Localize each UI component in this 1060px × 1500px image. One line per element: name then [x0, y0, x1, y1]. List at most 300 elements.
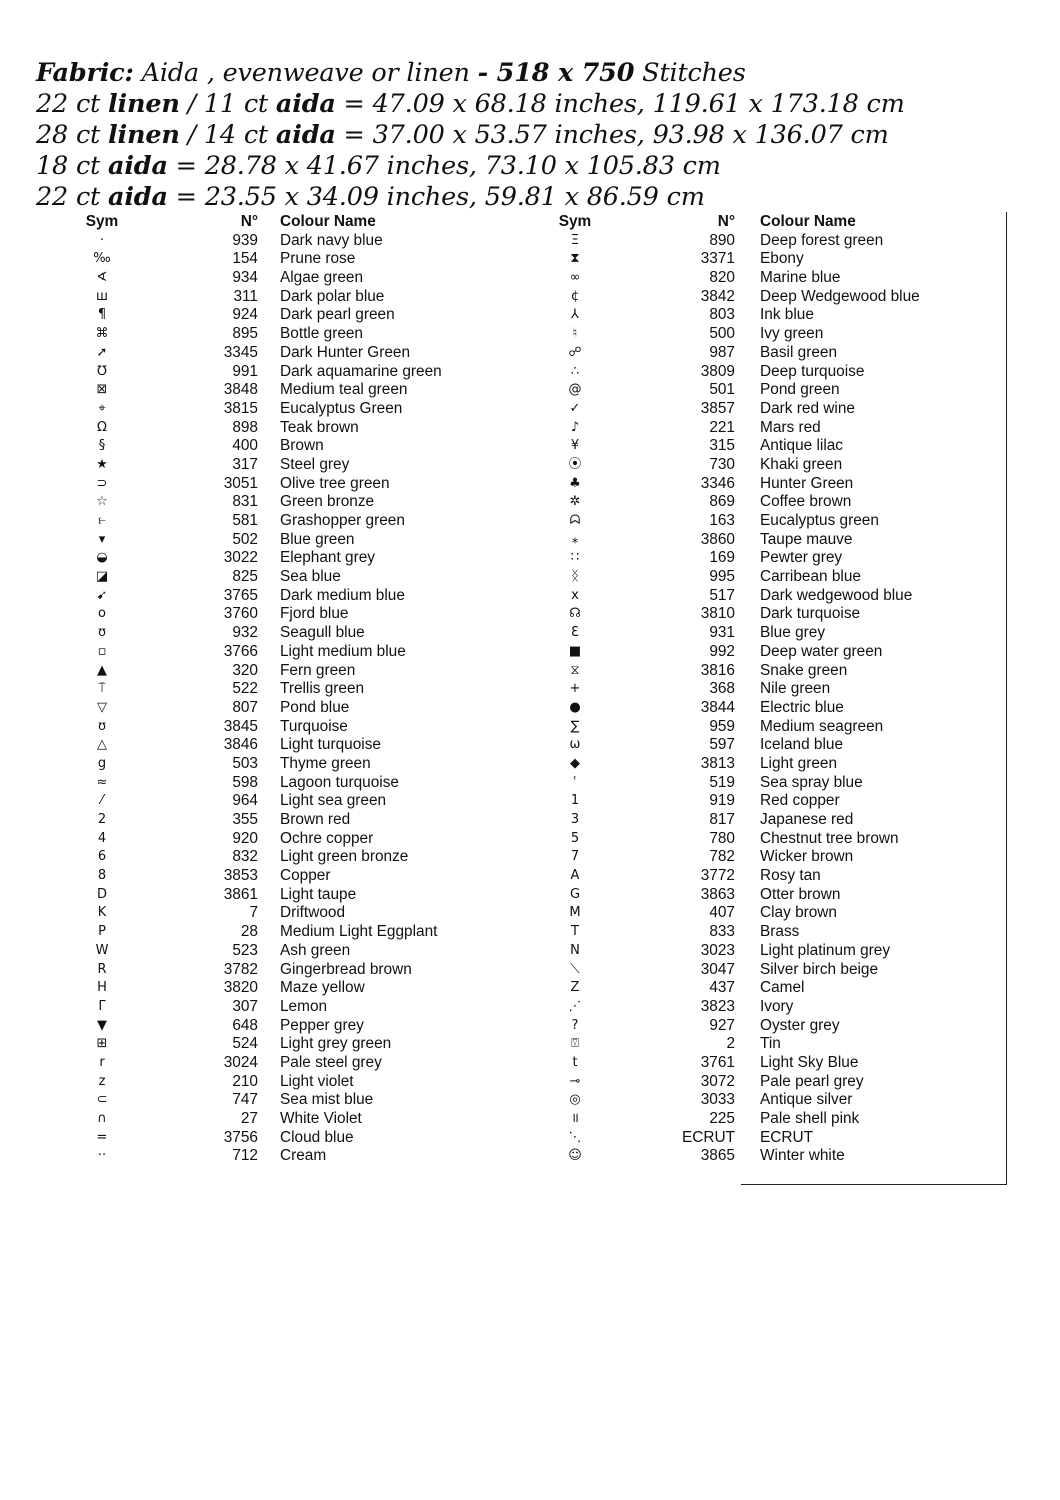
table-row [0, 1091, 1000, 1110]
thread-number: 522 [232, 680, 258, 698]
thread-number: 890 [709, 231, 735, 249]
colour-name: Chestnut tree brown [760, 829, 899, 847]
thread-number: 3810 [700, 605, 735, 623]
colour-name: Seagull blue [280, 624, 365, 642]
table-row [0, 419, 1000, 438]
symbol-glyph: + [569, 681, 581, 697]
symbol-glyph: ·· [97, 1148, 107, 1164]
header-line-2 [36, 89, 1046, 120]
colour-name: Light turquoise [280, 736, 381, 754]
table-row [0, 531, 1000, 550]
thread-number: 163 [709, 512, 735, 529]
thread-number: 3823 [700, 997, 735, 1015]
thread-number: 7 [249, 904, 258, 922]
symbol-glyph: ʿ [573, 774, 577, 790]
thread-number: 169 [709, 549, 735, 567]
thread-number: 987 [709, 343, 735, 361]
count-text: 28 ct [36, 120, 108, 150]
colour-name: Coffee brown [760, 493, 852, 511]
thread-number: 831 [232, 493, 258, 511]
colour-name: Japanese red [760, 811, 854, 828]
thread-number: 898 [232, 418, 258, 436]
column-number: N° [717, 213, 735, 230]
thread-number: 400 [232, 437, 258, 455]
symbol-glyph: ♣ [569, 475, 581, 491]
thread-number: 407 [709, 904, 735, 922]
colour-name: Eucalyptus Green [280, 399, 403, 417]
thread-number: 523 [232, 941, 258, 959]
colour-name: Clay brown [760, 904, 837, 922]
colour-name: White Violet [280, 1110, 362, 1127]
symbol-glyph: 8 [97, 868, 107, 884]
colour-name: Red copper [760, 792, 840, 810]
colour-name: Tin [760, 1035, 781, 1053]
table-row [0, 1073, 1000, 1092]
symbol-glyph: ॥ [571, 1111, 579, 1126]
table-row [0, 961, 1000, 980]
table-row [0, 1110, 1000, 1129]
thread-number: 3371 [700, 250, 735, 268]
symbol-glyph: ▽ [97, 699, 107, 715]
count-text: / 14 ct [179, 120, 276, 150]
colour-name: Turquoise [280, 717, 348, 735]
table-row [0, 830, 1000, 849]
symbol-glyph: ⌘ [95, 326, 109, 342]
thread-number: 3346 [700, 474, 735, 492]
colour-name: Pond blue [280, 698, 350, 716]
symbol-glyph: ☺ [568, 1148, 582, 1164]
right-legend-table [0, 213, 1000, 1166]
count-text: / 11 ct [179, 89, 276, 119]
table-row [0, 269, 1000, 288]
size-text: = 47.09 x 68.18 inches, 119.61 x 173.18 cm [335, 89, 905, 119]
table-row [0, 344, 1000, 363]
colour-name: Nile green [760, 680, 831, 698]
colour-name: Pewter grey [760, 549, 843, 567]
colour-name: Hunter Green [760, 474, 854, 492]
colour-name: Prune rose [280, 250, 356, 268]
table-row [0, 998, 1000, 1017]
colour-name: Pale steel grey [280, 1053, 382, 1071]
symbol-glyph: N [570, 942, 580, 958]
table-row [0, 493, 1000, 512]
symbol-glyph: ¥ [570, 438, 580, 454]
colour-name: Copper [280, 867, 331, 885]
thread-number: 3853 [223, 867, 258, 885]
symbol-glyph: o [98, 606, 106, 622]
colour-name: Brown [280, 437, 324, 455]
symbol-glyph: ¶ [97, 307, 107, 323]
fabric-label: Fabric: [36, 58, 134, 88]
symbol-glyph: ⌖ [98, 400, 106, 416]
symbol-glyph: ● [569, 699, 581, 715]
thread-number: 3809 [700, 362, 735, 380]
colour-name: Medium Light Eggplant [280, 923, 438, 941]
colour-name: Ivory [760, 997, 794, 1015]
header-line-1 [36, 58, 1046, 89]
colour-name: Fern green [280, 661, 356, 679]
symbol-glyph: x [571, 587, 579, 603]
symbol-glyph: ∩ [97, 1111, 107, 1126]
symbol-glyph: 2 [97, 812, 107, 827]
colour-name: Rosy tan [760, 867, 821, 885]
symbol-glyph: ∞ [569, 270, 581, 286]
colour-name: Otter brown [760, 885, 841, 903]
thread-number: 3345 [223, 343, 258, 361]
thread-number: 598 [232, 773, 258, 791]
colour-name: Light sea green [280, 792, 387, 810]
thread-number: 3766 [223, 642, 258, 660]
symbol-glyph: ᛝ [571, 569, 579, 585]
colour-name: Antique silver [760, 1091, 853, 1109]
symbol-glyph: 7 [570, 849, 580, 865]
thread-number: 931 [709, 624, 735, 642]
symbol-glyph: ⥼ [98, 513, 106, 528]
table-row [0, 755, 1000, 774]
colour-name: Light taupe [280, 885, 357, 903]
colour-name: Dark medium blue [280, 586, 405, 604]
colour-name: Medium seagreen [760, 717, 884, 735]
symbol-glyph: M [569, 905, 581, 921]
symbol-glyph: Z [570, 980, 580, 996]
table-row [0, 363, 1000, 382]
thread-number: 820 [709, 269, 735, 287]
colour-name: Blue green [280, 530, 355, 548]
table-row [0, 886, 1000, 905]
symbol-glyph: ʊ [97, 718, 107, 734]
colour-name: Pale shell pink [760, 1110, 860, 1127]
thread-number: 3865 [700, 1147, 735, 1165]
thread-number: 648 [232, 1016, 258, 1034]
table-row [0, 624, 1000, 643]
symbol-glyph: r [99, 1054, 105, 1070]
symbol-glyph: T [571, 924, 579, 940]
thread-number: 501 [709, 381, 735, 399]
thread-number: 807 [232, 698, 258, 716]
fabric-word: linen [108, 89, 180, 119]
thread-number: 3782 [223, 960, 258, 978]
fabric-word: aida [108, 182, 168, 212]
colour-name: Sea mist blue [280, 1091, 374, 1109]
thread-number: 3857 [700, 399, 735, 417]
stitches-label: Stitches [634, 58, 746, 88]
colour-name: Dark Hunter Green [280, 343, 411, 361]
colour-name: Thyme green [280, 754, 371, 772]
table-row [0, 662, 1000, 681]
colour-name: Camel [760, 979, 805, 997]
symbol-glyph: ▼ [97, 1017, 107, 1033]
count-text: 22 ct [36, 182, 108, 212]
colour-name: Electric blue [760, 698, 844, 716]
symbol-glyph: ω [569, 737, 581, 753]
colour-name: Medium teal green [280, 381, 408, 399]
header-line-5 [36, 182, 1046, 213]
symbol-glyph: Γ [98, 998, 106, 1014]
colour-name: Elephant grey [280, 549, 375, 567]
symbol-glyph: ✲ [569, 494, 581, 510]
table-row [0, 848, 1000, 867]
table-row [0, 1035, 1000, 1054]
symbol-glyph: ∴ [570, 363, 580, 379]
colour-name: Eucalyptus green [760, 512, 879, 529]
thread-number: 3845 [223, 717, 258, 735]
thread-number: 3846 [223, 736, 258, 754]
colour-name: Lagoon turquoise [280, 773, 399, 791]
colour-name: Taupe mauve [760, 530, 853, 548]
thread-number: 221 [709, 418, 735, 436]
thread-number: 3842 [700, 287, 735, 305]
table-row [0, 774, 1000, 793]
symbol-glyph: 1 [570, 793, 580, 809]
colour-name: Mars red [760, 418, 821, 436]
symbol-glyph: ⦿ [568, 456, 582, 472]
symbol-glyph: ⋰ [568, 998, 582, 1014]
symbol-glyph: ■ [568, 643, 582, 659]
table-row [0, 605, 1000, 624]
colour-name: Dark navy blue [280, 231, 383, 249]
thread-number: 3023 [700, 941, 735, 959]
thread-number: 27 [240, 1110, 258, 1127]
symbol-glyph: ⧗ [570, 251, 580, 267]
thread-number: 154 [232, 250, 258, 268]
colour-name: Blue grey [760, 624, 826, 642]
colour-name: Bottle green [280, 325, 363, 343]
table-row [0, 475, 1000, 494]
thread-number: 3844 [700, 698, 735, 716]
colour-name: Trellis green [280, 680, 365, 698]
size-text: = 23.55 x 34.09 inches, 59.81 x 86.59 cm [167, 182, 705, 212]
symbol-glyph: ★ [96, 456, 108, 472]
colour-name: Light green bronze [280, 848, 409, 866]
symbol-glyph: Ɛ [571, 625, 579, 641]
table-bottom-border [741, 1184, 1007, 1185]
table-row [0, 512, 1000, 531]
table-right-border [1006, 212, 1007, 1185]
colour-name: Fjord blue [280, 605, 349, 623]
colour-name: Driftwood [280, 904, 346, 922]
colour-name: Khaki green [760, 455, 843, 473]
colour-name: Cream [280, 1147, 327, 1165]
symbol-glyph: ∢ [96, 270, 108, 286]
fabric-word: aida [275, 89, 336, 119]
symbol-glyph: ◆ [570, 755, 580, 771]
count-text: 18 ct [36, 151, 108, 181]
fabric-types: Aida , evenweave or linen [133, 58, 478, 88]
symbol-glyph: ☊ [569, 606, 581, 622]
symbol-glyph: = [96, 1129, 108, 1145]
symbol-glyph: △ [97, 737, 107, 753]
colour-name: Deep water green [760, 642, 883, 660]
symbol-glyph: 6 [97, 849, 107, 865]
symbol-glyph: ⊂ [96, 1092, 108, 1108]
thread-number: 3863 [700, 885, 735, 903]
thread-number: 959 [709, 717, 735, 735]
thread-number: 3072 [700, 1072, 735, 1090]
symbol-glyph: ⍔ [571, 1036, 579, 1052]
symbol-glyph: § [98, 438, 106, 454]
symbol-glyph: ♮ [572, 326, 578, 342]
count-text: 22 ct [36, 89, 108, 119]
symbol-glyph: H [97, 980, 107, 996]
symbol-glyph: ⧖ [570, 662, 580, 678]
colour-name: Deep forest green [760, 231, 884, 249]
symbol-glyph: ⁎ [571, 531, 579, 547]
table-row [0, 250, 1000, 269]
table-row [0, 1147, 1000, 1166]
symbol-glyph: ☍ [568, 344, 582, 360]
symbol-glyph: ◒ [96, 550, 108, 566]
thread-number: 924 [232, 306, 258, 324]
symbol-glyph: ⊠ [96, 382, 108, 398]
size-text: = 37.00 x 53.57 inches, 93.98 x 136.07 cm [335, 120, 889, 150]
table-row [0, 718, 1000, 737]
colour-name: Sea blue [280, 568, 341, 586]
symbol-glyph: t [572, 1054, 578, 1070]
symbol-glyph: ℧ [97, 363, 107, 379]
symbol-glyph: g [97, 755, 107, 771]
colour-name: Light violet [280, 1072, 354, 1090]
column-sym: Sym [558, 213, 592, 230]
symbol-glyph: ⊃ [96, 475, 108, 491]
thread-number: 3761 [700, 1053, 735, 1071]
symbol-glyph: R [97, 961, 107, 977]
thread-number: 3024 [223, 1053, 258, 1071]
table-row [0, 587, 1000, 606]
symbol-glyph: ? [571, 1017, 579, 1033]
symbol-glyph: ᗣ [569, 513, 581, 528]
thread-number: 3813 [700, 754, 735, 772]
symbol-glyph: ⊞ [96, 1036, 108, 1052]
colour-name: Iceland blue [760, 736, 844, 754]
colour-name: Dark red wine [760, 399, 855, 417]
symbol-glyph: K [97, 905, 107, 921]
table-row [0, 699, 1000, 718]
thread-number: 964 [232, 792, 258, 810]
thread-number: 517 [709, 586, 735, 604]
table-row [0, 792, 1000, 811]
thread-number: 317 [232, 455, 258, 473]
colour-name: Light grey green [280, 1035, 392, 1053]
table-row [0, 232, 1000, 251]
table-row [0, 1054, 1000, 1073]
thread-number: 895 [232, 325, 258, 343]
symbol-glyph: D [96, 886, 107, 902]
thread-number: 28 [240, 923, 258, 941]
thread-number: 992 [709, 642, 735, 660]
colour-name: Marine blue [760, 269, 841, 287]
colour-name: Green bronze [280, 493, 375, 511]
thread-number: 934 [232, 269, 258, 287]
fabric-word: aida [108, 151, 168, 181]
thread-number: 3861 [223, 885, 258, 903]
column-number: N° [240, 213, 258, 230]
colour-name: Olive tree green [280, 474, 390, 492]
colour-name: Brown red [280, 811, 351, 828]
fabric-header [36, 58, 1046, 213]
symbol-glyph: W [95, 942, 109, 958]
symbol-glyph: ➚ [96, 344, 108, 360]
symbol-glyph: G [569, 886, 581, 902]
colour-name: Pale pearl grey [760, 1072, 864, 1090]
column-colour-name: Colour Name [280, 213, 376, 230]
symbol-glyph: ▫ [97, 643, 107, 659]
thread-number: 712 [232, 1147, 258, 1165]
column-colour-name: Colour Name [760, 213, 856, 230]
colour-name: Silver birch beige [760, 960, 879, 978]
table-row [0, 680, 1000, 699]
symbol-glyph: ∷ [570, 550, 580, 566]
symbol-glyph: ∑ [570, 718, 580, 734]
symbol-glyph: ◪ [95, 569, 109, 585]
thread-number: 3816 [700, 661, 735, 679]
colour-name: Winter white [760, 1147, 845, 1165]
thread-number: 782 [709, 848, 735, 866]
thread-number: 3765 [223, 586, 258, 604]
colour-name: Dark polar blue [280, 287, 385, 305]
thread-number: 920 [232, 829, 258, 847]
colour-name: Steel grey [280, 455, 350, 473]
table-header [0, 213, 1000, 232]
symbol-glyph: A [570, 868, 580, 884]
table-row [0, 1129, 1000, 1148]
symbol-glyph: ш [96, 288, 108, 304]
thread-number: 991 [232, 362, 258, 380]
colour-name: Snake green [760, 661, 848, 679]
thread-number: 368 [709, 680, 735, 698]
symbol-glyph: ◎ [569, 1092, 581, 1108]
table-row [0, 549, 1000, 568]
thread-number: 803 [709, 306, 735, 324]
table-row [0, 400, 1000, 419]
colour-name: Light medium blue [280, 642, 406, 660]
thread-number: 437 [709, 979, 735, 997]
thread-number: 833 [709, 923, 735, 941]
symbol-glyph: ‰ [93, 251, 111, 267]
fabric-word: aida [275, 120, 336, 150]
table-row [0, 811, 1000, 830]
symbol-glyph: · [99, 232, 105, 248]
thread-number: 817 [709, 811, 735, 828]
thread-number: 3815 [223, 399, 258, 417]
table-row [0, 1017, 1000, 1036]
thread-number: 597 [709, 736, 735, 754]
table-row [0, 381, 1000, 400]
symbol-glyph: ≈ [96, 774, 108, 790]
thread-number: 927 [709, 1016, 735, 1034]
colour-name: Ash green [280, 941, 351, 959]
table-row [0, 437, 1000, 456]
size-text: = 28.78 x 41.67 inches, 73.10 x 105.83 cm [167, 151, 721, 181]
colour-name: Cloud blue [280, 1128, 354, 1146]
symbol-glyph: Ξ [570, 232, 580, 248]
thread-number: 315 [709, 437, 735, 455]
table-row [0, 904, 1000, 923]
colour-name: Ochre copper [280, 829, 374, 847]
thread-number: 225 [709, 1110, 735, 1127]
table-row [0, 923, 1000, 942]
symbol-glyph: ▾ [98, 531, 106, 547]
colour-name: Ink blue [760, 306, 814, 324]
colour-name: Wicker brown [760, 848, 854, 866]
thread-number: 3848 [223, 381, 258, 399]
thread-number: 307 [232, 997, 258, 1015]
symbol-glyph: P [98, 924, 106, 940]
table-row [0, 736, 1000, 755]
colour-name: Pond green [760, 381, 840, 399]
symbol-glyph: ➹ [96, 587, 108, 603]
thread-number: 780 [709, 829, 735, 847]
thread-number: 3756 [223, 1128, 258, 1146]
